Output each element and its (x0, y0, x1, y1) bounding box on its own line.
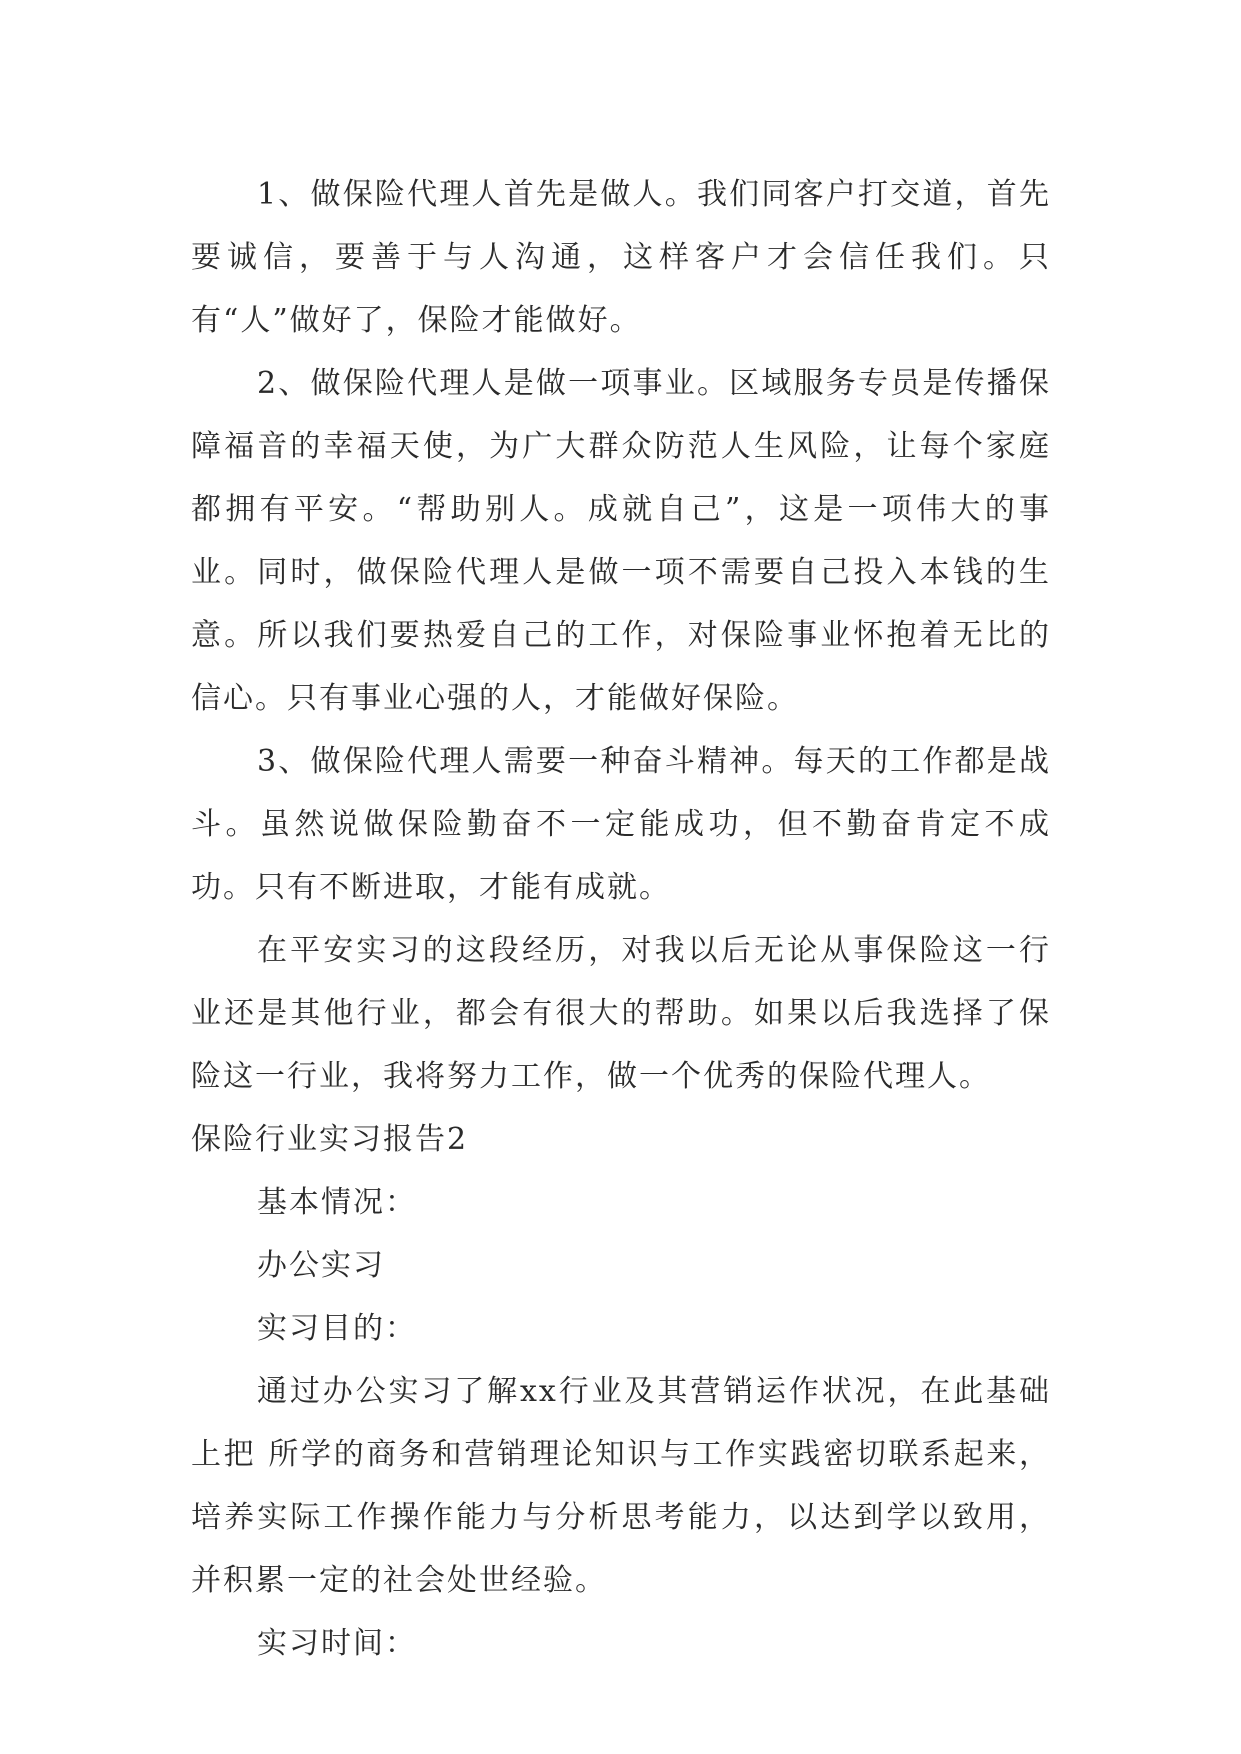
time-label: 实习时间： (257, 1626, 417, 1661)
paragraph-point-2: 2、做保险代理人是做一项事业。区域服务专员是传播保障福音的幸福天使，为广大群众防范人生风险，让每个家庭都拥有平安。“帮助别人。成就自己”，这是一项伟大的事业。同时，做保险代理人是做一项不需要自己投入本钱的生意。所以我们要热爱自己的工作，对保险事业怀抱着无比的信心。只有事业心强的人，才能做好保险。 (191, 366, 1051, 716)
basic-info-value: 办公实习 (257, 1248, 385, 1283)
paragraph-point-1: 1、做保险代理人首先是做人。我们同客户打交道，首先要诚信，要善于与人沟通，这样客户才会信任我们。只有“人”做好了，保险才能做好。 (191, 177, 1051, 338)
paragraph-conclusion: 在平安实习的这段经历，对我以后无论从事保险这一行业还是其他行业，都会有很大的帮助。如果以后我选择了保险这一行业，我将努力工作，做一个优秀的保险代理人。 (191, 933, 1051, 1094)
purpose-label: 实习目的： (257, 1311, 417, 1346)
report-heading: 保险行业实习报告2 (191, 1122, 469, 1157)
paragraph-point-3: 3、做保险代理人需要一种奋斗精神。每天的工作都是战斗。虽然说做保险勤奋不一定能成功，但不勤奋肯定不成功。只有不断进取，才能有成就。 (191, 744, 1051, 905)
basic-info-label: 基本情况： (257, 1185, 417, 1220)
document-body (191, 163, 1051, 1675)
purpose-paragraph: 通过办公实习了解xx行业及其营销运作状况，在此基础上把 所学的商务和营销理论知识与工作实践密切联系起来，培养实际工作操作能力与分析思考能力，以达到学以致用，并积累一定的社会处世经验。 (191, 1374, 1051, 1598)
